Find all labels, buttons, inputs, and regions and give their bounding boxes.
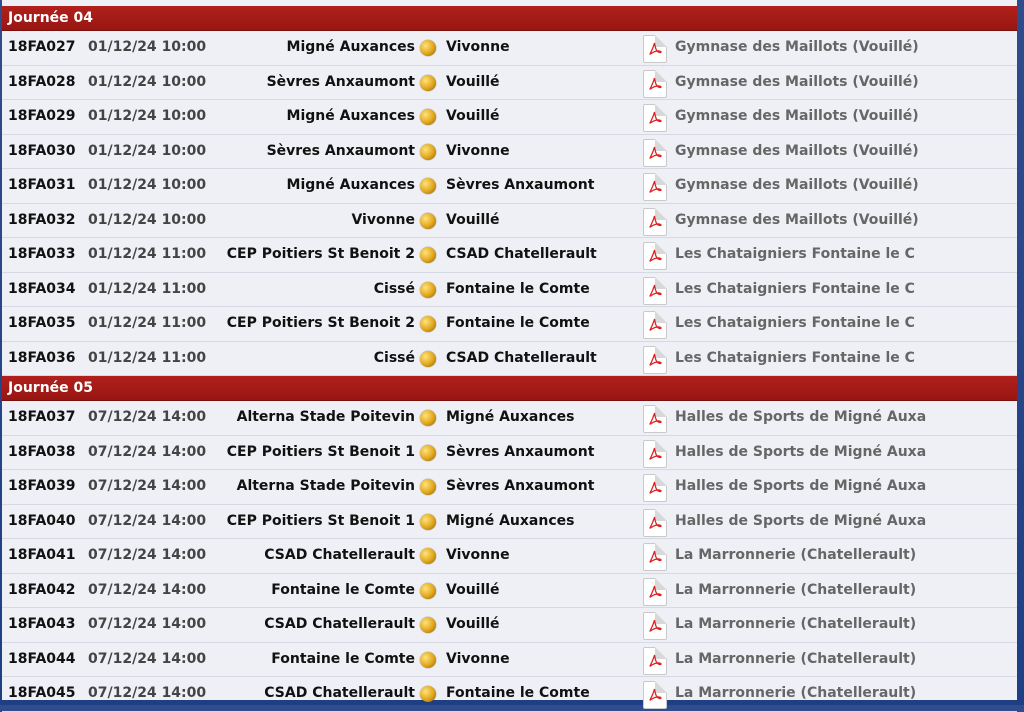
match-code: 18FA029: [8, 108, 76, 124]
match-row: [2, 505, 1017, 540]
match-code: 18FA027: [8, 39, 76, 55]
home-team: Fontaine le Comte: [271, 650, 415, 667]
home-team: CSAD Chatellerault: [264, 685, 415, 701]
home-team: CEP Poitiers St Benoit 1: [226, 512, 415, 529]
match-row: [2, 643, 1017, 678]
pdf-icon[interactable]: [643, 405, 667, 433]
schedule-panel: [2, 0, 1017, 700]
match-code: 18FA033: [8, 246, 76, 262]
home-team: Cissé: [373, 349, 415, 366]
away-team: Vouillé: [446, 581, 500, 598]
ball-icon: [420, 583, 436, 599]
venue-link[interactable]: La Marronnerie (Chatellerault): [675, 581, 917, 598]
home-team: Vivonne: [351, 211, 415, 228]
match-row: [2, 31, 1017, 66]
match-datetime: 01/12/24 10:00: [88, 177, 207, 193]
home-team: Alterna Stade Poitevin: [236, 478, 415, 494]
away-team: Vivonne: [446, 39, 510, 55]
away-team: CSAD Chatellerault: [446, 246, 597, 262]
match-code: 18FA035: [8, 315, 76, 331]
venue-link[interactable]: Gymnase des Maillots (Vouillé): [675, 39, 919, 55]
ball-icon: [420, 479, 436, 495]
away-team: CSAD Chatellerault: [446, 349, 597, 366]
match-row: [2, 66, 1017, 101]
venue-link[interactable]: Gymnase des Maillots (Vouillé): [675, 211, 919, 228]
match-datetime: 01/12/24 10:00: [88, 108, 207, 124]
pdf-icon[interactable]: [643, 139, 667, 167]
home-team: Sèvres Anxaumont: [266, 142, 415, 159]
away-team: Migné Auxances: [446, 409, 575, 425]
pdf-icon[interactable]: [643, 173, 667, 201]
match-row: [2, 307, 1017, 342]
venue-link[interactable]: Gymnase des Maillots (Vouillé): [675, 142, 919, 159]
away-team: Fontaine le Comte: [446, 315, 590, 331]
ball-icon: [420, 351, 436, 367]
home-team: Migné Auxances: [286, 177, 415, 193]
match-row: [2, 436, 1017, 471]
match-code: 18FA028: [8, 73, 76, 90]
match-row: [2, 169, 1017, 204]
home-team: Migné Auxances: [286, 39, 415, 55]
ball-icon: [420, 617, 436, 633]
ball-icon: [420, 410, 436, 426]
ball-icon: [420, 316, 436, 332]
home-team: CSAD Chatellerault: [264, 547, 415, 563]
home-team: Cissé: [373, 280, 415, 297]
match-code: 18FA036: [8, 349, 76, 366]
pdf-icon[interactable]: [643, 612, 667, 640]
home-team: CSAD Chatellerault: [264, 616, 415, 632]
venue-link[interactable]: Les Chataigniers Fontaine le C: [675, 280, 915, 297]
venue-link[interactable]: Halles de Sports de Migné Auxa: [675, 512, 927, 529]
venue-link[interactable]: La Marronnerie (Chatellerault): [675, 685, 917, 701]
match-datetime: 01/12/24 10:00: [88, 142, 207, 159]
section-header: Journée 05: [2, 376, 1017, 401]
match-row: [2, 238, 1017, 273]
match-code: 18FA038: [8, 443, 76, 460]
away-team: Vouillé: [446, 73, 500, 90]
match-datetime: 07/12/24 14:00: [88, 409, 207, 425]
away-team: Sèvres Anxaumont: [446, 478, 595, 494]
match-datetime: 07/12/24 14:00: [88, 650, 207, 667]
ball-icon: [420, 514, 436, 530]
match-code: 18FA044: [8, 650, 76, 667]
home-team: CEP Poitiers St Benoit 2: [226, 246, 415, 262]
ball-icon: [420, 178, 436, 194]
match-datetime: 01/12/24 10:00: [88, 73, 207, 90]
pdf-icon[interactable]: [643, 578, 667, 606]
match-code: 18FA031: [8, 177, 76, 193]
ball-icon: [420, 75, 436, 91]
away-team: Vivonne: [446, 650, 510, 667]
match-row: [2, 574, 1017, 609]
ball-icon: [420, 282, 436, 298]
pdf-icon[interactable]: [643, 440, 667, 468]
pdf-icon[interactable]: [643, 35, 667, 63]
match-datetime: 07/12/24 14:00: [88, 685, 207, 701]
match-code: 18FA037: [8, 409, 76, 425]
match-code: 18FA041: [8, 547, 76, 563]
match-code: 18FA039: [8, 478, 76, 494]
pdf-icon[interactable]: [643, 647, 667, 675]
match-datetime: 07/12/24 14:00: [88, 581, 207, 598]
match-row: [2, 204, 1017, 239]
pdf-icon[interactable]: [643, 242, 667, 270]
home-team: Fontaine le Comte: [271, 581, 415, 598]
match-datetime: 01/12/24 11:00: [88, 280, 207, 297]
ball-icon: [420, 109, 436, 125]
match-row: [2, 677, 1017, 712]
match-datetime: 07/12/24 14:00: [88, 547, 207, 563]
away-team: Fontaine le Comte: [446, 685, 590, 701]
match-code: 18FA034: [8, 280, 76, 297]
away-team: Vouillé: [446, 108, 500, 124]
away-team: Sèvres Anxaumont: [446, 443, 595, 460]
ball-icon: [420, 213, 436, 229]
venue-link[interactable]: Halles de Sports de Migné Auxa: [675, 478, 927, 494]
home-team: Alterna Stade Poitevin: [236, 409, 415, 425]
away-team: Migné Auxances: [446, 512, 575, 529]
match-row: [2, 608, 1017, 643]
match-code: 18FA030: [8, 142, 76, 159]
pdf-icon[interactable]: [643, 70, 667, 98]
venue-link[interactable]: Les Chataigniers Fontaine le C: [675, 246, 915, 262]
pdf-icon[interactable]: [643, 104, 667, 132]
match-datetime: 01/12/24 10:00: [88, 211, 207, 228]
away-team: Fontaine le Comte: [446, 280, 590, 297]
venue-link[interactable]: Gymnase des Maillots (Vouillé): [675, 73, 919, 90]
match-code: 18FA043: [8, 616, 76, 632]
venue-link[interactable]: Gymnase des Maillots (Vouillé): [675, 108, 919, 124]
away-team: Vouillé: [446, 211, 500, 228]
section-header: Journée 04: [2, 6, 1017, 31]
ball-icon: [420, 686, 436, 702]
venue-link[interactable]: Halles de Sports de Migné Auxa: [675, 443, 927, 460]
ball-icon: [420, 40, 436, 56]
match-code: 18FA042: [8, 581, 76, 598]
venue-link[interactable]: Gymnase des Maillots (Vouillé): [675, 177, 919, 193]
venue-link[interactable]: Les Chataigniers Fontaine le C: [675, 349, 915, 366]
home-team: CEP Poitiers St Benoit 1: [226, 443, 415, 460]
match-row: [2, 135, 1017, 170]
venue-link[interactable]: Halles de Sports de Migné Auxa: [675, 409, 927, 425]
match-row: [2, 539, 1017, 574]
away-team: Vivonne: [446, 547, 510, 563]
home-team: Sèvres Anxaumont: [266, 73, 415, 90]
match-datetime: 07/12/24 14:00: [88, 512, 207, 529]
match-datetime: 01/12/24 11:00: [88, 315, 207, 331]
venue-link[interactable]: La Marronnerie (Chatellerault): [675, 547, 917, 563]
pdf-icon[interactable]: [643, 208, 667, 236]
venue-link[interactable]: La Marronnerie (Chatellerault): [675, 616, 917, 632]
venue-link[interactable]: La Marronnerie (Chatellerault): [675, 650, 917, 667]
pdf-icon[interactable]: [643, 474, 667, 502]
pdf-icon[interactable]: [643, 277, 667, 305]
match-code: 18FA040: [8, 512, 76, 529]
away-team: Vouillé: [446, 616, 500, 632]
match-datetime: 07/12/24 14:00: [88, 443, 207, 460]
ball-icon: [420, 144, 436, 160]
match-code: 18FA045: [8, 685, 76, 701]
match-row: [2, 470, 1017, 505]
away-team: Sèvres Anxaumont: [446, 177, 595, 193]
match-datetime: 07/12/24 14:00: [88, 478, 207, 494]
ball-icon: [420, 652, 436, 668]
match-datetime: 07/12/24 14:00: [88, 616, 207, 632]
pdf-icon[interactable]: [643, 346, 667, 374]
pdf-icon[interactable]: [643, 543, 667, 571]
match-row: [2, 100, 1017, 135]
home-team: CEP Poitiers St Benoit 2: [226, 315, 415, 331]
match-row: [2, 342, 1017, 377]
ball-icon: [420, 445, 436, 461]
match-datetime: 01/12/24 11:00: [88, 246, 207, 262]
match-datetime: 01/12/24 11:00: [88, 349, 207, 366]
pdf-icon[interactable]: [643, 311, 667, 339]
match-row: [2, 273, 1017, 308]
match-code: 18FA032: [8, 211, 76, 228]
pdf-icon[interactable]: [643, 509, 667, 537]
match-datetime: 01/12/24 10:00: [88, 39, 207, 55]
away-team: Vivonne: [446, 142, 510, 159]
venue-link[interactable]: Les Chataigniers Fontaine le C: [675, 315, 915, 331]
home-team: Migné Auxances: [286, 108, 415, 124]
ball-icon: [420, 247, 436, 263]
match-row: [2, 401, 1017, 436]
ball-icon: [420, 548, 436, 564]
